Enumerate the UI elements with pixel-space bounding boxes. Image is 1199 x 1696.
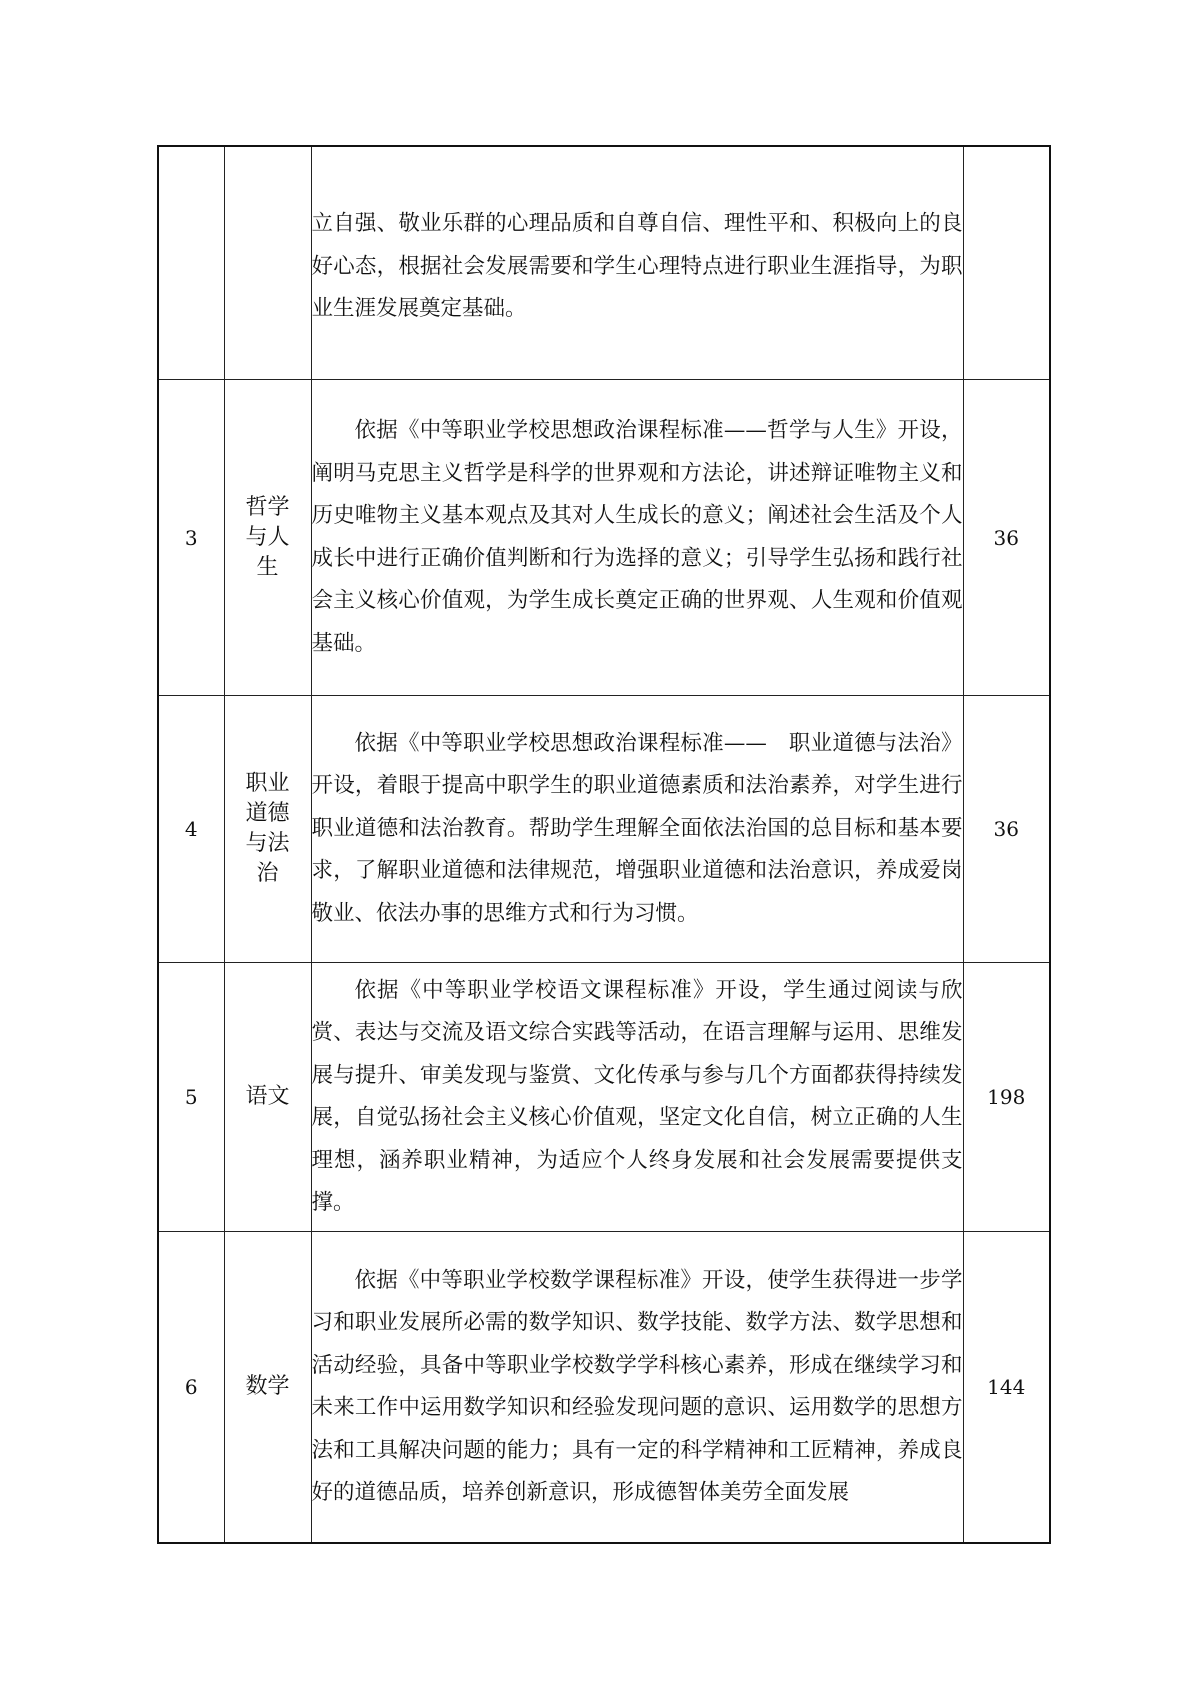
course-name: 语文 (245, 1084, 290, 1109)
table-row (158, 963, 1050, 1232)
course-name: 职业道德与法治 (245, 771, 290, 886)
course-hours-cell: 144 (963, 1232, 1050, 1544)
course-hours-cell: 198 (963, 963, 1050, 1232)
course-description-cell (311, 963, 963, 1232)
course-number-cell (158, 146, 224, 380)
course-table (157, 145, 1051, 1544)
course-name-cell (224, 380, 311, 696)
course-description: 依据《中等职业学校思想政治课程标准——哲学与人生》开设，阐明马克思主义哲学是科学的世界观和方法论，讲述辩证唯物主义和历史唯物主义基本观点及其对人生成长的意义；阐述社会生活及个人成长中进行正确价值判断和行为选择的意义；引导学生弘扬和践行社会主义核心价值观，为学生成长奠定正确的世界观、人生观和价值观基础。 (311, 418, 963, 656)
course-name-cell (224, 146, 311, 380)
table-row (158, 146, 1050, 380)
course-name-cell (224, 696, 311, 963)
course-number-cell: 3 (158, 380, 224, 696)
course-hours-cell: 36 (963, 380, 1050, 696)
course-hours-cell (963, 146, 1050, 380)
course-description: 依据《中等职业学校思想政治课程标准—— 职业道德与法治》开设，着眼于提高中职学生的职业道德素质和法治素养，对学生进行职业道德和法治教育。帮助学生理解全面依法治国的总目标和基本要求，了解职业道德和法律规范，增强职业道德和法治意识，养成爱岗敬业、依法办事的思维方式和行为习惯。 (311, 730, 963, 926)
course-description-cell (311, 1232, 963, 1544)
course-number-cell: 4 (158, 696, 224, 963)
table-row (158, 380, 1050, 696)
course-description-cell (311, 146, 963, 380)
course-name-cell (224, 1232, 311, 1544)
course-name: 哲学与人生 (245, 494, 290, 580)
course-name: 数学 (245, 1374, 290, 1399)
course-description-cell (311, 696, 963, 963)
course-number-cell: 5 (158, 963, 224, 1232)
course-description: 依据《中等职业学校数学课程标准》开设，使学生获得进一步学习和职业发展所必需的数学知识、数学技能、数学方法、数学思想和活动经验，具备中等职业学校数学学科核心素养，形成在继续学习和未来工作中运用数学知识和经验发现问题的意识、运用数学的思想方法和工具解决问题的能力；具有一定的科学精神和工匠精神，养成良好的道德品质，培养创新意识，形成德智体美劳全面发展 (311, 1267, 963, 1505)
course-description: 依据《中等职业学校语文课程标准》开设，学生通过阅读与欣赏、表达与交流及语文综合实践等活动，在语言理解与运用、思维发展与提升、审美发现与鉴赏、文化传承与参与几个方面都获得持续发展，自觉弘扬社会主义核心价值观，坚定文化自信，树立正确的人生理想，涵养职业精神，为适应个人终身发展和社会发展需要提供支撑。 (311, 977, 963, 1215)
course-number-cell: 6 (158, 1232, 224, 1544)
course-description-cell (311, 380, 963, 696)
table-row (158, 696, 1050, 963)
course-hours-cell: 36 (963, 696, 1050, 963)
course-description: 立自强、敬业乐群的心理品质和自尊自信、理性平和、积极向上的良好心态，根据社会发展需要和学生心理特点进行职业生涯指导，为职业生涯发展奠定基础。 (311, 211, 963, 322)
course-name-cell (224, 963, 311, 1232)
table-row (158, 1232, 1050, 1544)
